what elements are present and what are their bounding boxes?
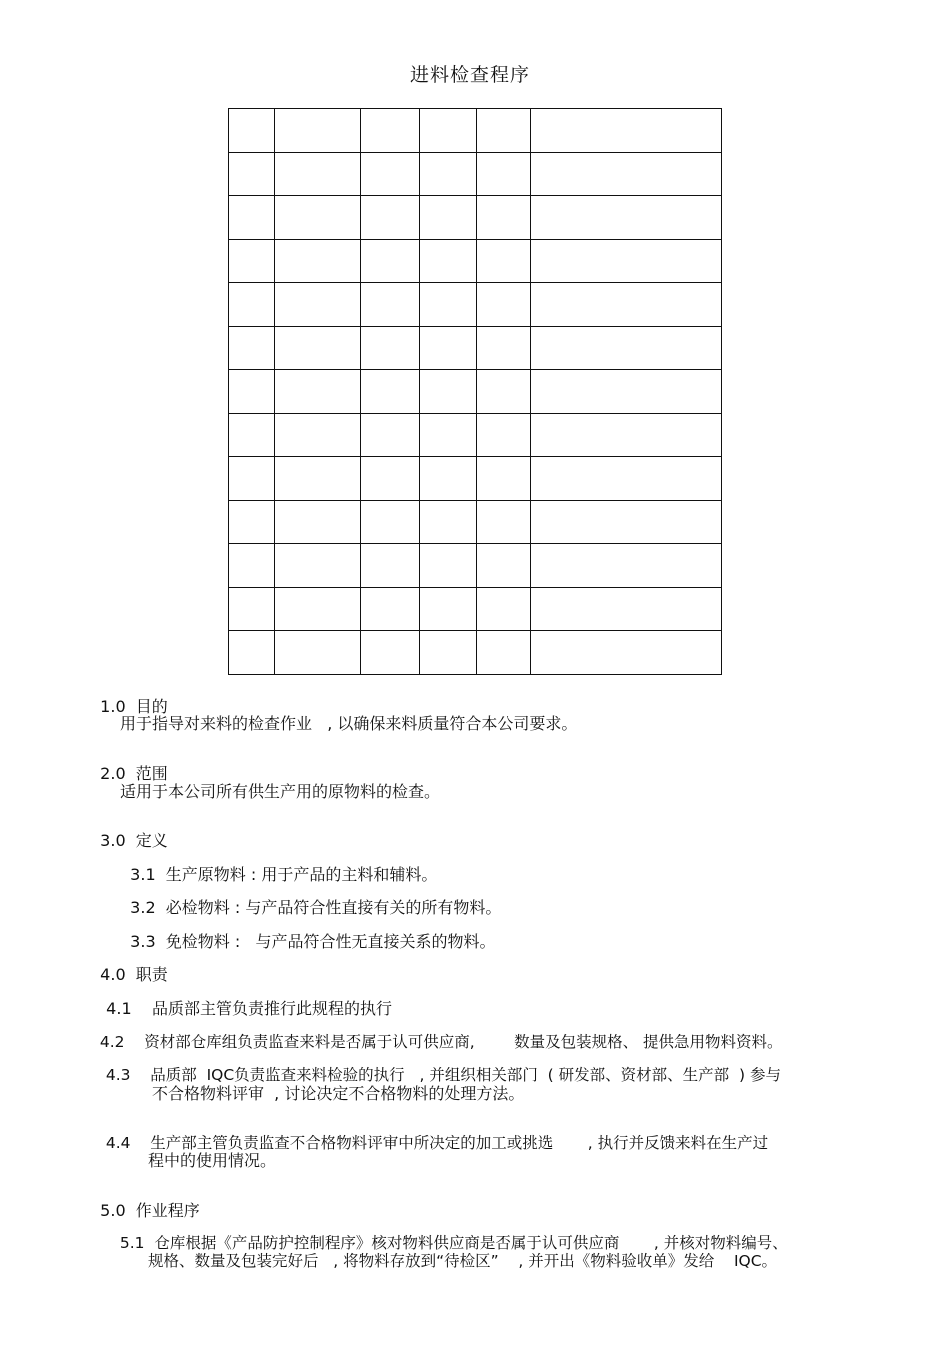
table-row	[229, 283, 722, 327]
table-cell	[531, 109, 722, 153]
table-cell	[361, 370, 420, 414]
table-cell	[420, 152, 477, 196]
table-cell	[229, 152, 275, 196]
document-title: 进料检查程序	[409, 64, 530, 86]
table-cell	[229, 457, 275, 501]
section-number: 3.0	[100, 831, 126, 850]
table-cell	[420, 587, 477, 631]
table-cell	[275, 152, 361, 196]
table-row	[229, 544, 722, 588]
responsibility-4-4-cont: 程中的使用情况。	[148, 1151, 277, 1170]
table-cell	[361, 631, 420, 675]
responsibility-4-3-cont: 不合格物料评审 , 讨论决定不合格物料的处理方法。	[152, 1084, 525, 1103]
table-cell	[477, 544, 531, 588]
table-cell	[477, 631, 531, 675]
section-number: 5.0	[100, 1201, 126, 1220]
table-row	[229, 239, 722, 283]
responsibility-4-3	[96, 1052, 781, 1083]
section-heading-procedure	[90, 1187, 200, 1219]
clause-number: 3.1	[130, 865, 156, 884]
table-cell	[361, 283, 420, 327]
table-cell	[361, 109, 420, 153]
definition-3-2	[120, 884, 501, 916]
table-cell	[275, 500, 361, 544]
table-cell	[420, 413, 477, 457]
table-cell	[477, 457, 531, 501]
table-cell	[420, 500, 477, 544]
table-cell	[477, 413, 531, 457]
clause-text: 生产部主管负责监查不合格物料评审中所决定的加工或挑选 , 执行并反馈来料在生产过	[150, 1133, 769, 1152]
responsibility-4-2	[90, 1019, 783, 1050]
table-cell	[531, 544, 722, 588]
table-cell	[229, 109, 275, 153]
table-cell	[275, 631, 361, 675]
table-cell	[229, 631, 275, 675]
table-cell	[361, 152, 420, 196]
table-cell	[229, 544, 275, 588]
table-cell	[420, 457, 477, 501]
table-cell	[420, 239, 477, 283]
table-row	[229, 370, 722, 414]
section-number: 1.0	[100, 697, 126, 716]
table-cell	[229, 370, 275, 414]
section-number: 2.0	[100, 764, 126, 783]
table-cell	[361, 326, 420, 370]
table-cell	[477, 326, 531, 370]
responsibility-4-1	[96, 985, 392, 1017]
table-cell	[531, 196, 722, 240]
table-cell	[531, 413, 722, 457]
table-row	[229, 457, 722, 501]
definition-3-1	[120, 851, 437, 883]
table-cell	[361, 196, 420, 240]
table-cell	[275, 370, 361, 414]
section-heading-purpose	[90, 683, 168, 715]
table-cell	[275, 239, 361, 283]
table-cell	[275, 283, 361, 327]
clause-text: 免检物料 : 与产品符合性无直接关系的物料。	[165, 932, 496, 951]
table-cell	[477, 283, 531, 327]
table-cell	[531, 587, 722, 631]
table-cell	[531, 239, 722, 283]
responsibility-4-4	[96, 1120, 768, 1151]
table-cell	[420, 283, 477, 327]
scope-text: 适用于本公司所有供生产用的原物料的检查。	[120, 782, 441, 801]
table-cell	[477, 196, 531, 240]
table-cell	[531, 370, 722, 414]
table-cell	[531, 326, 722, 370]
table-cell	[531, 457, 722, 501]
section-label: 作业程序	[135, 1201, 200, 1220]
clause-text: 必检物料 : 与产品符合性直接有关的所有物料。	[165, 898, 502, 917]
section-label: 职责	[135, 965, 168, 984]
table-cell	[275, 457, 361, 501]
table-row	[229, 326, 722, 370]
clause-number: 3.2	[130, 898, 156, 917]
table-cell	[361, 457, 420, 501]
purpose-text: 用于指导对来料的检查作业 , 以确保来料质量符合本公司要求。	[120, 714, 578, 733]
table-cell	[477, 152, 531, 196]
section-number: 4.0	[100, 965, 126, 984]
table-cell	[420, 631, 477, 675]
table-cell	[229, 196, 275, 240]
table-cell	[531, 283, 722, 327]
table-cell	[275, 326, 361, 370]
table-cell	[361, 239, 420, 283]
clause-text: 资材部仓库组负责监查来料是否属于认可供应商, 数量及包装规格、 提供急用物料资料。	[144, 1032, 783, 1051]
clause-text: 仓库根据《产品防护控制程序》核对物料供应商是否属于认可供应商 , 并核对物料编号、	[154, 1233, 788, 1252]
section-heading-responsibilities	[90, 951, 168, 983]
table-row	[229, 196, 722, 240]
clause-number: 4.4	[105, 1133, 131, 1152]
table-cell	[477, 370, 531, 414]
section-label: 目的	[135, 697, 168, 716]
table-cell	[531, 631, 722, 675]
table-cell	[229, 587, 275, 631]
clause-text: 品质部主管负责推行此规程的执行	[151, 999, 392, 1018]
table-cell	[229, 283, 275, 327]
table-cell	[361, 413, 420, 457]
revision-table	[228, 108, 722, 675]
table-row	[229, 413, 722, 457]
table-cell	[477, 587, 531, 631]
procedure-5-1-cont: 规格、数量及包装完好后 , 将物料存放到“待检区” , 并开出《物料验收单》发给 IQC。	[148, 1252, 778, 1270]
table-row	[229, 587, 722, 631]
procedure-5-1	[110, 1220, 788, 1251]
table-cell	[477, 500, 531, 544]
clause-number: 3.3	[130, 932, 156, 951]
table-cell	[229, 500, 275, 544]
table-row	[229, 500, 722, 544]
table-cell	[361, 500, 420, 544]
table-row	[229, 109, 722, 153]
clause-number: 5.1	[119, 1233, 145, 1252]
clause-number: 4.1	[106, 999, 132, 1018]
table-cell	[275, 196, 361, 240]
table-cell	[275, 109, 361, 153]
table-row	[229, 631, 722, 675]
clause-number: 4.2	[99, 1032, 125, 1051]
table-cell	[477, 109, 531, 153]
table-cell	[420, 326, 477, 370]
table-cell	[361, 587, 420, 631]
table-cell	[420, 544, 477, 588]
table-cell	[420, 109, 477, 153]
section-heading-scope	[90, 750, 168, 782]
table-cell	[531, 500, 722, 544]
table-cell	[229, 326, 275, 370]
table-cell	[531, 152, 722, 196]
table-cell	[275, 413, 361, 457]
table-cell	[420, 370, 477, 414]
section-label: 范围	[135, 764, 168, 783]
table-cell	[229, 413, 275, 457]
table-cell	[361, 544, 420, 588]
section-label: 定义	[135, 831, 168, 850]
table-cell	[477, 239, 531, 283]
table-cell	[420, 196, 477, 240]
section-heading-definitions	[90, 817, 168, 849]
table-cell	[275, 544, 361, 588]
table-cell	[275, 587, 361, 631]
clause-text: 生产原物料 : 用于产品的主料和辅料。	[165, 865, 438, 884]
table-cell	[229, 239, 275, 283]
definition-3-3	[120, 918, 496, 950]
clause-number: 4.3	[105, 1065, 131, 1084]
table-row	[229, 152, 722, 196]
clause-text: 品质部 IQC负责监查来料检验的执行 , 并组织相关部门 ( 研发部、资材部、生产部 ) 参与	[150, 1065, 781, 1084]
